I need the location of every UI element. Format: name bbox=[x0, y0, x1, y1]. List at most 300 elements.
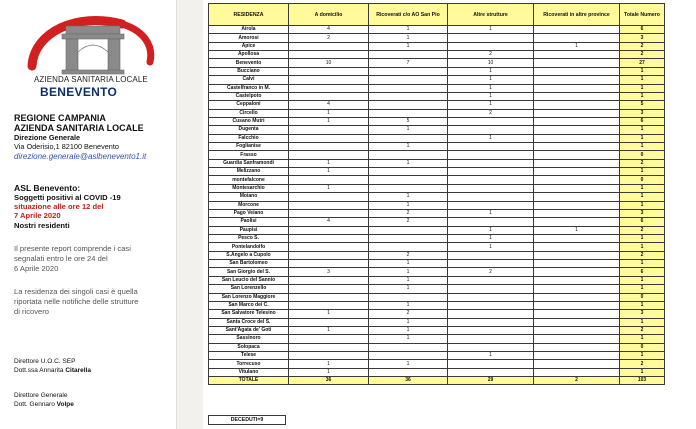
count-cell bbox=[534, 34, 620, 42]
column-header: RESIDENZA bbox=[209, 4, 289, 26]
residence-cell: San Bartolomeo bbox=[209, 260, 289, 268]
count-cell bbox=[448, 368, 534, 376]
count-cell bbox=[448, 176, 534, 184]
note-line: riportata nelle notifiche delle strutture bbox=[14, 297, 139, 306]
totals-label: TOTALE bbox=[209, 377, 289, 385]
count-cell bbox=[289, 51, 369, 59]
count-cell bbox=[448, 117, 534, 125]
count-cell: 1 bbox=[369, 126, 448, 134]
logo-name: BENEVENTO bbox=[40, 85, 118, 99]
count-cell bbox=[289, 201, 369, 209]
count-cell bbox=[289, 234, 369, 242]
count-cell bbox=[534, 310, 620, 318]
count-cell bbox=[289, 285, 369, 293]
count-cell bbox=[534, 67, 620, 75]
count-cell bbox=[534, 193, 620, 201]
residence-cell: Pesco S. bbox=[209, 234, 289, 242]
count-cell: 1 bbox=[289, 326, 369, 334]
column-header: Ricoverati in altre province bbox=[534, 4, 620, 26]
residence-cell: montefalcone bbox=[209, 176, 289, 184]
count-cell: 4 bbox=[289, 218, 369, 226]
table-row bbox=[209, 151, 665, 159]
residence-cell: Bucciano bbox=[209, 67, 289, 75]
count-cell bbox=[369, 84, 448, 92]
table-row bbox=[209, 42, 665, 50]
count-cell bbox=[369, 92, 448, 100]
table-body bbox=[209, 26, 665, 385]
page-divider bbox=[176, 0, 203, 429]
count-cell: 1 bbox=[369, 326, 448, 334]
count-cell bbox=[289, 352, 369, 360]
table-row bbox=[209, 326, 665, 334]
count-cell: 1 bbox=[369, 285, 448, 293]
count-cell: 1 bbox=[369, 260, 448, 268]
count-cell bbox=[448, 159, 534, 167]
total-cell: 1 bbox=[620, 368, 665, 376]
count-cell: 1 bbox=[369, 201, 448, 209]
table-row bbox=[209, 293, 665, 301]
count-cell bbox=[369, 76, 448, 84]
total-cell: 1 bbox=[620, 318, 665, 326]
column-header: A domicilio bbox=[289, 4, 369, 26]
table-header-row bbox=[209, 4, 665, 26]
count-cell: 4 bbox=[289, 26, 369, 34]
residence-cell: Falcchio bbox=[209, 134, 289, 142]
count-cell bbox=[369, 176, 448, 184]
count-cell bbox=[534, 101, 620, 109]
uoc-name-prefix: Dott.ssa Annarita bbox=[14, 367, 66, 374]
count-cell: 1 bbox=[448, 134, 534, 142]
table-row bbox=[209, 59, 665, 67]
residence-cell: Airola bbox=[209, 26, 289, 34]
count-cell bbox=[448, 126, 534, 134]
residence-cell: Sassinoro bbox=[209, 335, 289, 343]
count-cell bbox=[369, 234, 448, 242]
residence-cell: Torrecuso bbox=[209, 360, 289, 368]
table-row bbox=[209, 268, 665, 276]
table-row bbox=[209, 226, 665, 234]
residence-cell: Vitulano bbox=[209, 368, 289, 376]
total-cell: 0 bbox=[620, 151, 665, 159]
note-line: segnalati entro le ore 24 del bbox=[14, 254, 108, 263]
count-cell bbox=[534, 209, 620, 217]
totals-cell: 2 bbox=[534, 377, 620, 385]
count-cell bbox=[448, 184, 534, 192]
residence-cell: Pago Veiano bbox=[209, 209, 289, 217]
residence-cell: Guardia Sanframondi bbox=[209, 159, 289, 167]
count-cell bbox=[534, 176, 620, 184]
count-cell bbox=[289, 134, 369, 142]
total-cell: 1 bbox=[620, 76, 665, 84]
totals-cell: 36 bbox=[289, 377, 369, 385]
count-cell: 1 bbox=[448, 234, 534, 242]
table-row bbox=[209, 26, 665, 34]
count-cell: 1 bbox=[369, 159, 448, 167]
total-cell: 3 bbox=[620, 209, 665, 217]
table-row bbox=[209, 360, 665, 368]
count-cell bbox=[534, 335, 620, 343]
count-cell bbox=[369, 67, 448, 75]
total-cell: 1 bbox=[620, 134, 665, 142]
count-cell bbox=[369, 368, 448, 376]
count-cell: 10 bbox=[448, 59, 534, 67]
report-date: 7 Aprile 2020 bbox=[14, 211, 61, 220]
residence-cell: Apollosa bbox=[209, 51, 289, 59]
count-cell bbox=[369, 243, 448, 251]
deceased-count: DECEDUTI=9 bbox=[208, 415, 286, 425]
residence-cell: Pontelandolfo bbox=[209, 243, 289, 251]
total-cell: 1 bbox=[620, 335, 665, 343]
situation-text: situazione alle ore 12 del bbox=[14, 202, 104, 211]
table-row bbox=[209, 159, 665, 167]
total-cell: 1 bbox=[620, 243, 665, 251]
residence-cell: Telese bbox=[209, 352, 289, 360]
total-cell: 1 bbox=[620, 201, 665, 209]
table-row bbox=[209, 260, 665, 268]
count-cell bbox=[534, 134, 620, 142]
table-row bbox=[209, 134, 665, 142]
column-header: Altre strutture bbox=[448, 4, 534, 26]
count-cell: 1 bbox=[369, 268, 448, 276]
residence-cell: San Salvatore Telesino bbox=[209, 310, 289, 318]
total-cell: 3 bbox=[620, 34, 665, 42]
table-row bbox=[209, 318, 665, 326]
count-cell bbox=[289, 301, 369, 309]
count-cell bbox=[448, 343, 534, 351]
count-cell: 1 bbox=[369, 360, 448, 368]
info-panel bbox=[0, 0, 176, 429]
count-cell bbox=[534, 151, 620, 159]
table-row bbox=[209, 218, 665, 226]
count-cell: 1 bbox=[369, 335, 448, 343]
count-cell bbox=[534, 184, 620, 192]
count-cell: 2 bbox=[369, 310, 448, 318]
total-cell: 1 bbox=[620, 184, 665, 192]
count-cell bbox=[289, 343, 369, 351]
total-cell: 1 bbox=[620, 67, 665, 75]
count-cell bbox=[534, 234, 620, 242]
table-row bbox=[209, 335, 665, 343]
count-cell bbox=[534, 251, 620, 259]
count-cell bbox=[369, 226, 448, 234]
total-cell: 1 bbox=[620, 285, 665, 293]
table-row bbox=[209, 234, 665, 242]
residence-cell: Circello bbox=[209, 109, 289, 117]
count-cell bbox=[448, 293, 534, 301]
total-cell: 6 bbox=[620, 218, 665, 226]
total-cell: 1 bbox=[620, 301, 665, 309]
count-cell bbox=[369, 352, 448, 360]
table-row bbox=[209, 92, 665, 100]
count-cell: 1 bbox=[448, 84, 534, 92]
count-cell: 1 bbox=[448, 92, 534, 100]
count-cell bbox=[448, 151, 534, 159]
count-cell bbox=[534, 76, 620, 84]
count-cell bbox=[534, 293, 620, 301]
count-cell bbox=[289, 76, 369, 84]
totals-cell: 36 bbox=[369, 377, 448, 385]
count-cell bbox=[534, 343, 620, 351]
column-header: Totale Numero bbox=[620, 4, 665, 26]
count-cell bbox=[289, 318, 369, 326]
totals-row bbox=[209, 377, 665, 385]
residence-cell: Solopaca bbox=[209, 343, 289, 351]
total-cell: 3 bbox=[620, 109, 665, 117]
count-cell: 3 bbox=[289, 268, 369, 276]
total-cell: 6 bbox=[620, 26, 665, 34]
dg-signature bbox=[14, 401, 179, 408]
count-cell bbox=[534, 84, 620, 92]
logo-subtitle: AZIENDA SANITARIA LOCALE bbox=[34, 75, 148, 84]
total-cell: 1 bbox=[620, 234, 665, 242]
count-cell: 1 bbox=[534, 42, 620, 50]
residence-cell: San Lorenzello bbox=[209, 285, 289, 293]
count-cell: 2 bbox=[369, 209, 448, 217]
residence-cell: Montesarchio bbox=[209, 184, 289, 192]
residence-cell: San Leucio del Sannio bbox=[209, 276, 289, 284]
count-cell bbox=[369, 151, 448, 159]
residence-cell: San Marco dei C. bbox=[209, 301, 289, 309]
region-heading: REGIONE CAMPANIA bbox=[14, 113, 106, 123]
table-row bbox=[209, 301, 665, 309]
count-cell bbox=[448, 310, 534, 318]
table-row bbox=[209, 184, 665, 192]
table-row bbox=[209, 176, 665, 184]
count-cell bbox=[289, 193, 369, 201]
residence-cell: Castelpoto bbox=[209, 92, 289, 100]
residence-cell: Castelfranco in M. bbox=[209, 84, 289, 92]
count-cell: 7 bbox=[369, 59, 448, 67]
direction-label: Direzione Generale bbox=[14, 133, 81, 142]
count-cell: 2 bbox=[369, 218, 448, 226]
table-row bbox=[209, 126, 665, 134]
dg-name-prefix: Dott. Gennaro bbox=[14, 401, 57, 408]
residence-cell: Cusano Mutri bbox=[209, 117, 289, 125]
dg-surname: Volpe bbox=[56, 401, 74, 408]
table-row bbox=[209, 209, 665, 217]
total-cell: 2 bbox=[620, 42, 665, 50]
count-cell bbox=[289, 176, 369, 184]
count-cell: 2 bbox=[448, 109, 534, 117]
table-row bbox=[209, 243, 665, 251]
total-cell: 1 bbox=[620, 193, 665, 201]
count-cell: 1 bbox=[369, 193, 448, 201]
count-cell: 1 bbox=[369, 276, 448, 284]
table-row bbox=[209, 101, 665, 109]
note-line: La residenza dei singoli casi è quella bbox=[14, 287, 138, 296]
total-cell: 1 bbox=[620, 260, 665, 268]
count-cell bbox=[448, 168, 534, 176]
count-cell bbox=[448, 143, 534, 151]
total-cell: 6 bbox=[620, 117, 665, 125]
count-cell bbox=[448, 285, 534, 293]
table-row bbox=[209, 343, 665, 351]
count-cell bbox=[448, 360, 534, 368]
residence-cell: Benevento bbox=[209, 59, 289, 67]
uoc-signature bbox=[14, 367, 179, 374]
residence-cell: Paupisi bbox=[209, 226, 289, 234]
count-cell bbox=[289, 42, 369, 50]
count-cell bbox=[369, 343, 448, 351]
count-cell: 1 bbox=[448, 26, 534, 34]
table-row bbox=[209, 251, 665, 259]
residence-cell: Calvi bbox=[209, 76, 289, 84]
count-cell bbox=[448, 193, 534, 201]
count-cell bbox=[534, 285, 620, 293]
count-cell: 10 bbox=[289, 59, 369, 67]
total-cell: 1 bbox=[620, 126, 665, 134]
count-cell bbox=[534, 117, 620, 125]
residence-cell: Morcone bbox=[209, 201, 289, 209]
count-cell: 1 bbox=[369, 143, 448, 151]
count-cell bbox=[534, 276, 620, 284]
residence-cell: San Giorgio del S. bbox=[209, 268, 289, 276]
count-cell bbox=[289, 335, 369, 343]
residence-cell: San Lorenzo Maggiore bbox=[209, 293, 289, 301]
residence-cell: Dugenta bbox=[209, 126, 289, 134]
count-cell: 1 bbox=[448, 76, 534, 84]
total-cell: 6 bbox=[620, 268, 665, 276]
count-cell bbox=[369, 51, 448, 59]
count-cell bbox=[448, 260, 534, 268]
count-cell bbox=[534, 268, 620, 276]
table-row bbox=[209, 34, 665, 42]
count-cell bbox=[534, 218, 620, 226]
count-cell bbox=[534, 92, 620, 100]
count-cell bbox=[369, 101, 448, 109]
count-cell bbox=[448, 326, 534, 334]
residents-label: Nostri residenti bbox=[14, 221, 70, 230]
count-cell bbox=[448, 218, 534, 226]
count-cell bbox=[534, 326, 620, 334]
total-cell: 2 bbox=[620, 360, 665, 368]
total-cell: 2 bbox=[620, 51, 665, 59]
cases-sheet bbox=[203, 0, 696, 429]
count-cell bbox=[534, 159, 620, 167]
count-cell: 2 bbox=[369, 251, 448, 259]
uoc-title: Direttore U.O.C. SEP bbox=[14, 358, 76, 365]
count-cell bbox=[289, 84, 369, 92]
count-cell bbox=[534, 51, 620, 59]
residence-cell: Melizzano bbox=[209, 168, 289, 176]
count-cell: 4 bbox=[289, 101, 369, 109]
dg-title: Direttore Generale bbox=[14, 392, 68, 399]
total-cell: 1 bbox=[620, 143, 665, 151]
total-cell: 0 bbox=[620, 343, 665, 351]
table-row bbox=[209, 51, 665, 59]
count-cell: 1 bbox=[448, 226, 534, 234]
note-line: di ricovero bbox=[14, 307, 50, 316]
count-cell bbox=[534, 109, 620, 117]
count-cell: 1 bbox=[448, 243, 534, 251]
count-cell: 2 bbox=[448, 268, 534, 276]
address-text: Via Oderisio,1 82100 Benevento bbox=[14, 142, 119, 151]
count-cell: 1 bbox=[289, 360, 369, 368]
count-cell bbox=[448, 276, 534, 284]
count-cell bbox=[534, 360, 620, 368]
total-cell: 1 bbox=[620, 92, 665, 100]
residence-cell: Ceppaloni bbox=[209, 101, 289, 109]
total-cell: 2 bbox=[620, 226, 665, 234]
totals-cell: 29 bbox=[448, 377, 534, 385]
count-cell: 2 bbox=[448, 51, 534, 59]
count-cell bbox=[289, 251, 369, 259]
table-row bbox=[209, 310, 665, 318]
count-cell: 1 bbox=[369, 26, 448, 34]
total-cell: 27 bbox=[620, 59, 665, 67]
residence-cell: Paolisi bbox=[209, 218, 289, 226]
total-cell: 5 bbox=[620, 101, 665, 109]
count-cell bbox=[369, 168, 448, 176]
count-cell: 1 bbox=[289, 184, 369, 192]
table-row bbox=[209, 67, 665, 75]
count-cell: 1 bbox=[448, 209, 534, 217]
count-cell: 1 bbox=[289, 368, 369, 376]
count-cell: 1 bbox=[448, 101, 534, 109]
count-cell: 1 bbox=[369, 318, 448, 326]
count-cell bbox=[534, 243, 620, 251]
count-cell: 1 bbox=[289, 159, 369, 167]
subject-text: Soggetti positivi al COVID -19 bbox=[14, 193, 121, 202]
residence-cell: Sant'Agata de' Goti bbox=[209, 326, 289, 334]
count-cell bbox=[448, 301, 534, 309]
asl-heading: ASL Benevento: bbox=[14, 183, 81, 193]
agency-heading: AZIENDA SANITARIA LOCALE bbox=[14, 123, 144, 133]
count-cell bbox=[369, 134, 448, 142]
total-cell: 0 bbox=[620, 176, 665, 184]
table-row bbox=[209, 368, 665, 376]
residence-cell: S.Angelo a Cupolo bbox=[209, 251, 289, 259]
residence-cell: Apice bbox=[209, 42, 289, 50]
count-cell bbox=[369, 184, 448, 192]
count-cell bbox=[534, 26, 620, 34]
count-cell bbox=[534, 201, 620, 209]
count-cell bbox=[289, 92, 369, 100]
count-cell bbox=[448, 34, 534, 42]
count-cell bbox=[534, 318, 620, 326]
count-cell: 1 bbox=[369, 42, 448, 50]
count-cell bbox=[369, 109, 448, 117]
total-cell: 2 bbox=[620, 326, 665, 334]
count-cell bbox=[289, 243, 369, 251]
count-cell: 1 bbox=[289, 168, 369, 176]
count-cell bbox=[534, 352, 620, 360]
count-cell bbox=[289, 226, 369, 234]
uoc-surname: Citarella bbox=[65, 367, 91, 374]
residence-cell: Amorosi bbox=[209, 34, 289, 42]
count-cell bbox=[534, 301, 620, 309]
table-row bbox=[209, 201, 665, 209]
count-cell bbox=[289, 260, 369, 268]
count-cell bbox=[448, 318, 534, 326]
count-cell bbox=[448, 251, 534, 259]
email-link[interactable]: direzione.generale@aslbenevento1.it bbox=[14, 152, 147, 161]
count-cell bbox=[534, 168, 620, 176]
count-cell: 1 bbox=[289, 117, 369, 125]
count-cell bbox=[289, 151, 369, 159]
total-cell: 1 bbox=[620, 276, 665, 284]
count-cell: 1 bbox=[289, 109, 369, 117]
residence-cell: Foglianise bbox=[209, 143, 289, 151]
total-cell: 3 bbox=[620, 310, 665, 318]
count-cell bbox=[289, 126, 369, 134]
note-line: Il presente report comprende i casi bbox=[14, 244, 131, 253]
total-cell: 2 bbox=[620, 159, 665, 167]
count-cell bbox=[289, 209, 369, 217]
count-cell: 1 bbox=[534, 226, 620, 234]
note-line: 6 Aprile 2020 bbox=[14, 264, 59, 273]
table-row bbox=[209, 168, 665, 176]
